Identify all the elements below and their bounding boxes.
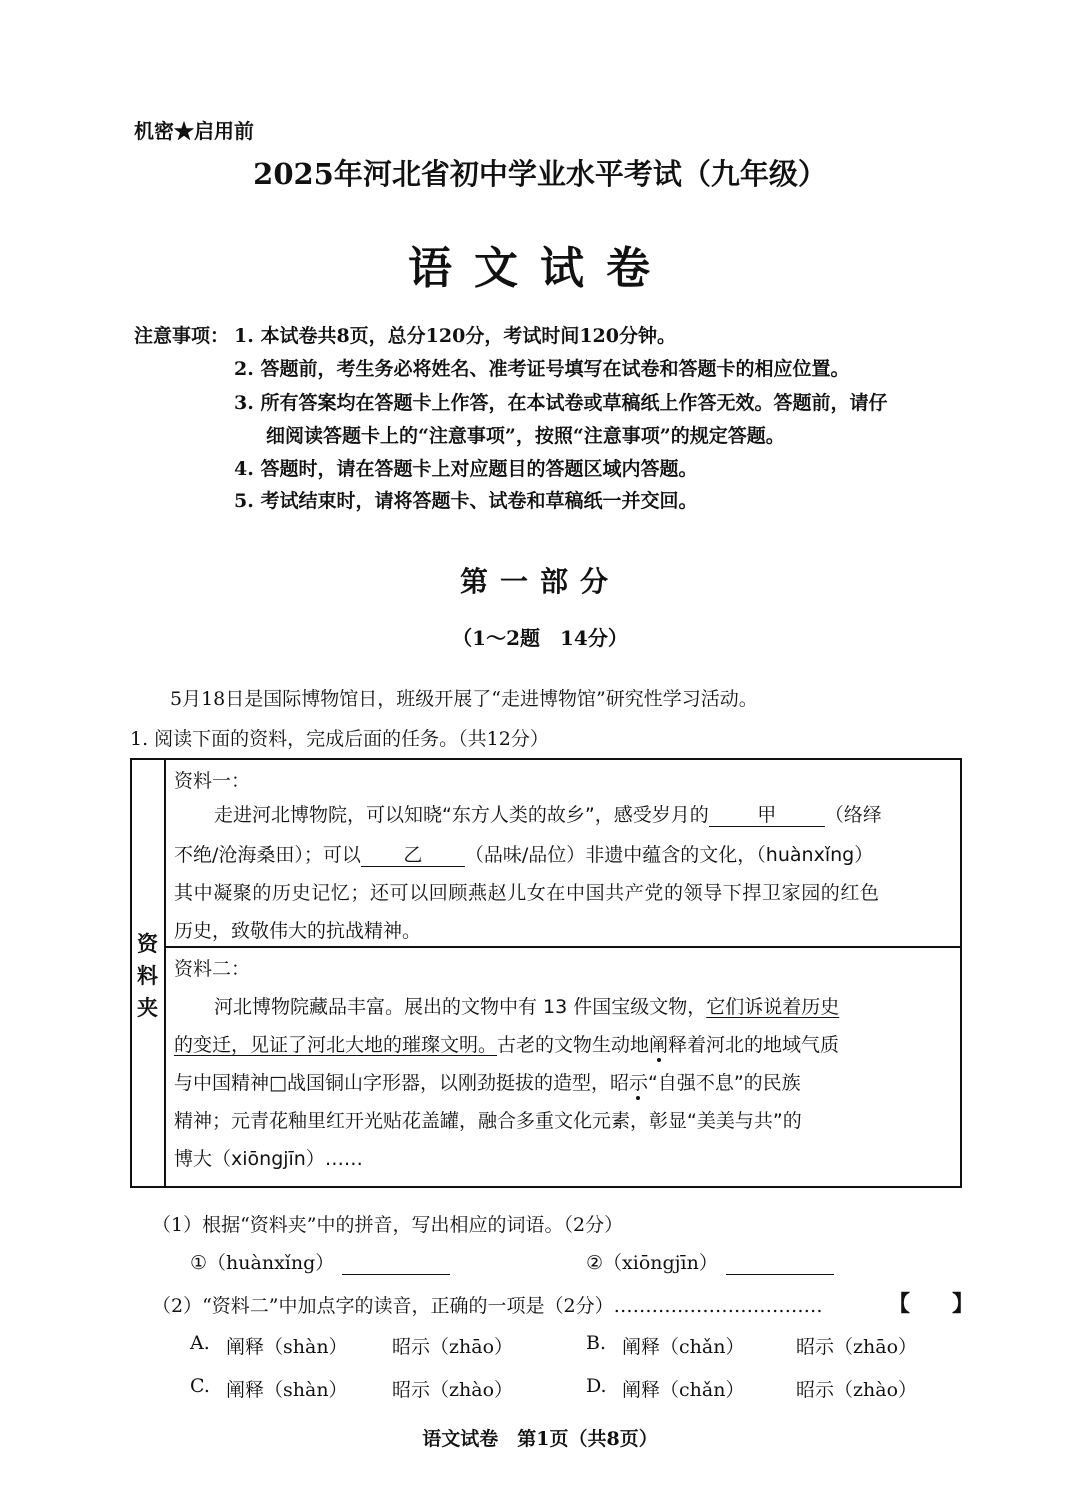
page-footer: 语文试卷 第1页（共8页） <box>422 1428 658 1450</box>
material-2-text-2c: 释着河北的地域气质 <box>668 1034 840 1056</box>
material-2-text-3c: “自强不息”的民族 <box>648 1072 801 1094</box>
material-1-line-4: 历史，致敬伟大的抗战精神。 <box>174 920 422 942</box>
dotted-char-shi: 示 <box>628 1072 648 1094</box>
dotted-char-chan: 阐 <box>649 1034 669 1056</box>
secret-label: 机密★启用前 <box>134 119 254 143</box>
blank-yi: 乙 <box>361 844 465 867</box>
option-a-word-1: 阐释（shàn） <box>226 1336 348 1358</box>
exam-title: 2025年河北省初中学业水平考试（九年级） <box>253 157 827 191</box>
material-2-label: 资料二： <box>174 958 251 980</box>
sub-question-1-a <box>190 1248 450 1275</box>
material-2-text-3a: 与中国精神 <box>174 1072 270 1094</box>
material-folder <box>130 758 962 1188</box>
answer-bracket-open: 【 <box>888 1291 911 1317</box>
material-2 <box>166 948 962 1186</box>
material-2-underlined-1: 它们诉说着历史 <box>706 996 840 1018</box>
material-2-text-3b: 战国铜山字形器，以刚劲挺拔的造型，昭 <box>286 1072 629 1094</box>
notice-item-3-cont: 细阅读答题卡上的“注意事项”，按照“注意事项”的规定答题。 <box>266 425 785 447</box>
sub-question-2-prompt: （2）“资料二”中加点字的读音，正确的一项是（2分）…………………………… <box>152 1295 823 1317</box>
material-2-line-2 <box>174 1030 839 1057</box>
material-2-line-4: 精神；元青花釉里红开光贴花盖罐，融合多重文化元素，彰显“美美与共”的 <box>174 1110 802 1132</box>
material-2-line-3 <box>174 1068 801 1095</box>
option-d-letter: D. <box>586 1375 607 1397</box>
folder-char-2: 料 <box>137 963 158 988</box>
option-b-word-2: 昭示（zhāo） <box>796 1336 918 1358</box>
section-title: 第一部分 <box>459 565 620 598</box>
material-1-text-2a: 不绝/沧海桑田）；可以 <box>174 844 361 866</box>
material-2-text-1a: 河北博物院藏品丰富。展出的文物中有 13 件国宝级文物， <box>214 996 707 1018</box>
folder-char-3: 夹 <box>137 995 158 1020</box>
material-1-text-2b: （品味/品位）非遗中蕴含的文化，（huànxǐng） <box>464 844 874 866</box>
answer-bracket-close: 】 <box>952 1291 975 1317</box>
sub-question-1-prompt: （1）根据“资料夹”中的拼音，写出相应的词语。（2分） <box>152 1214 624 1236</box>
notice-item-4: 4. 答题时，请在答题卡上对应题目的答题区域内答题。 <box>234 458 698 480</box>
material-1-line-2 <box>174 840 873 867</box>
notice-item-1: 1. 本试卷共8页，总分120分，考试时间120分钟。 <box>234 325 676 347</box>
answer-line-1[interactable] <box>342 1252 450 1275</box>
material-1-label: 资料一： <box>174 770 251 792</box>
material-2-line-1 <box>214 992 839 1019</box>
notice-item-3: 3. 所有答案均在答题卡上作答，在本试卷或草稿纸上作答无效。答题前，请仔 <box>234 392 888 414</box>
paper-title: 语文试卷 <box>408 243 672 294</box>
material-2-text-2b: 古老的文物生动地 <box>497 1034 650 1056</box>
question-1-prompt: 1. 阅读下面的资料，完成后面的任务。（共12分） <box>130 728 549 750</box>
material-1-text-1b: （络绎 <box>824 804 882 826</box>
sub-question-1-b <box>586 1248 834 1275</box>
option-a-letter: A. <box>190 1332 210 1354</box>
section-intro: 5月18日是国际博物馆日，班级开展了“走进博物馆”研究性学习活动。 <box>170 688 758 710</box>
material-2-underlined-2: 的变迁，见证了河北大地的璀璨文明。 <box>174 1034 498 1056</box>
blank-jia: 甲 <box>709 804 825 827</box>
material-1-text-1a: 走进河北博物院，可以知晓“东方人类的故乡”，感受岁月的 <box>214 804 709 826</box>
notice-item-2: 2. 答题前，考生务必将姓名、准考证号填写在试卷和答题卡的相应位置。 <box>234 358 850 380</box>
material-1 <box>166 760 962 948</box>
material-1-line-3: 其中凝聚的历史记忆；还可以回顾燕赵儿女在中国共产党的领导下捍卫家园的红色 <box>174 882 880 904</box>
material-2-line-5: 博大（xiōngjīn）…… <box>174 1148 363 1170</box>
option-d-word-1: 阐释（chǎn） <box>622 1379 745 1401</box>
punctuation-blank-box: □ <box>269 1072 287 1094</box>
pinyin-huanxing: ①（huànxǐng） <box>190 1252 335 1274</box>
pinyin-xiongjin: ②（xiōngjīn） <box>586 1252 718 1274</box>
option-c-word-2: 昭示（zhào） <box>392 1379 514 1401</box>
option-b-word-1: 阐释（chǎn） <box>622 1336 745 1358</box>
option-c-word-1: 阐释（shàn） <box>226 1379 348 1401</box>
option-d-word-2: 昭示（zhào） <box>796 1379 918 1401</box>
notice-item-5: 5. 考试结束时，请将答题卡、试卷和草稿纸一并交回。 <box>234 490 698 512</box>
answer-line-2[interactable] <box>726 1252 834 1275</box>
notice-label: 注意事项： <box>134 325 230 347</box>
option-a-word-2: 昭示（zhāo） <box>392 1336 514 1358</box>
option-b-letter: B. <box>586 1332 607 1354</box>
folder-side-label <box>132 760 166 1186</box>
section-subtitle: （1～2题 14分） <box>452 626 628 650</box>
folder-char-1: 资 <box>137 931 158 956</box>
material-1-line-1 <box>214 800 882 827</box>
option-c-letter: C. <box>190 1375 210 1397</box>
